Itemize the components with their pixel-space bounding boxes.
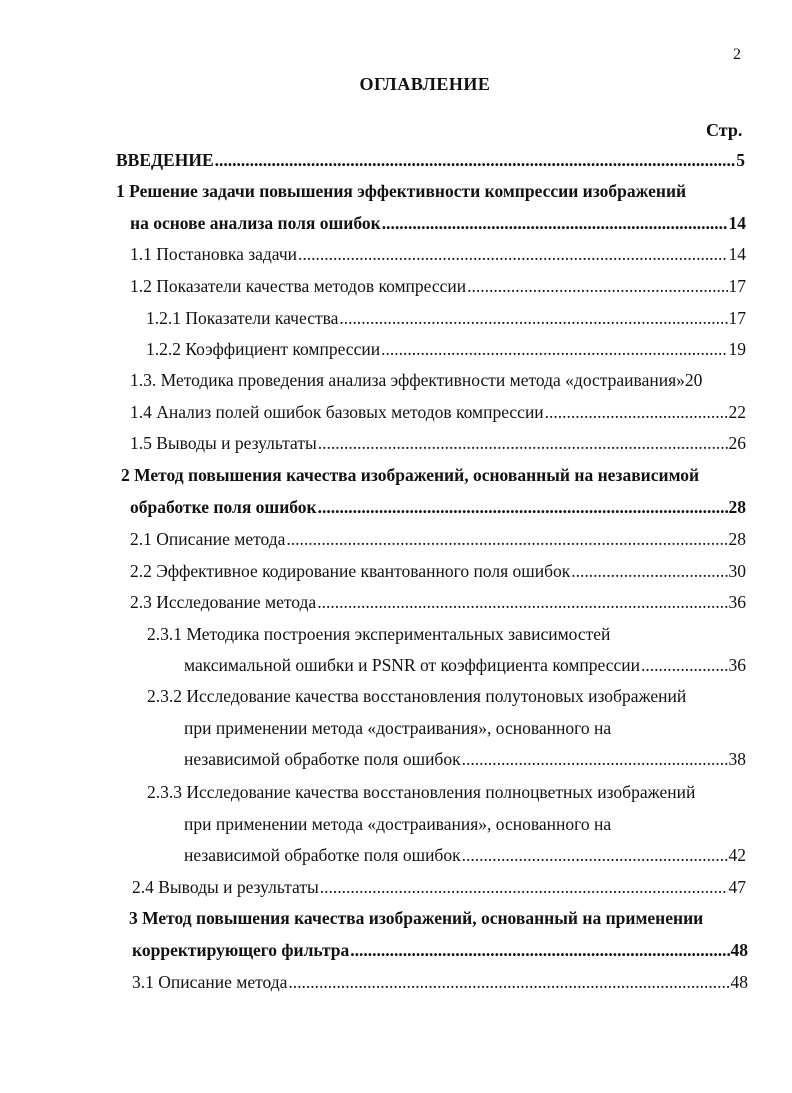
toc-section-1-1[interactable] [130,244,746,264]
toc-entry-page: 17 [728,308,746,328]
toc-entry-text: 1.2.2 Коэффициент компрессии [146,339,381,359]
toc-chapter-3[interactable] [132,940,748,960]
dot-leader [382,213,728,233]
dot-leader [462,749,728,769]
toc-entry-page: 48 [730,940,748,960]
toc-chapter-2[interactable] [130,497,746,517]
toc-entry-page: 28 [728,497,746,517]
toc-entry-page: 36 [728,592,746,612]
toc-entry-text: максимальной ошибки и PSNR от коэффициента компрессии [184,655,641,675]
toc-entry-page: 19 [728,339,746,359]
dot-leader [215,150,736,170]
toc-entry-text: на основе анализа поля ошибок [130,213,381,233]
toc-section-2-3-3-line2[interactable]: при применении метода «достраивания», основанного на [184,814,612,834]
toc-entry-text: 1.5 Выводы и результаты [130,433,317,453]
toc-section-1-5[interactable] [130,433,746,453]
toc-section-2-3-2-line2[interactable]: при применении метода «достраивания», основанного на [184,718,612,738]
toc-entry-page: 17 [728,276,746,296]
toc-chapter-2-line1[interactable]: 2 Метод повышения качества изображений, основанный на независимой [121,465,700,485]
dot-leader [462,845,728,865]
toc-section-2-4[interactable] [132,877,746,897]
toc-section-2-2[interactable] [130,561,746,581]
toc-entry-page: 36 [728,655,746,675]
page-number: 2 [733,46,741,63]
toc-chapter-1-line1[interactable]: 1 Решение задачи повышения эффективности компрессии изображений [116,181,687,201]
toc-section-2-3-2-line1[interactable]: 2.3.2 Исследование качества восстановления полутоновых изображений [147,686,687,706]
toc-entry-page: 14 [728,213,746,233]
toc-section-1-2[interactable] [130,276,746,296]
dot-leader [571,561,727,581]
toc-entry-text: 1.2.1 Показатели качества [146,308,339,328]
toc-entry-text: 2.1 Описание метода [130,529,286,549]
toc-section-3-1[interactable] [132,972,748,992]
toc-entry-page: 22 [728,402,746,422]
toc-entry-page: 38 [728,749,746,769]
toc-chapter-3-line1[interactable]: 3 Метод повышения качества изображений, основанный на применении [129,908,704,928]
toc-entry-text: обработке поля ошибок [130,497,317,517]
toc-section-1-3[interactable] [130,370,747,390]
dot-leader [467,276,727,296]
toc-entry-page: 42 [728,845,746,865]
dot-leader [339,308,727,328]
toc-entry-page: 47 [728,877,746,897]
toc-section-1-2-2[interactable] [146,339,746,359]
toc-section-1-4[interactable] [130,402,746,422]
toc-entry-text: корректирующего фильтра [132,940,350,960]
toc-entry-intro[interactable] [116,150,745,170]
dot-leader [288,972,729,992]
toc-entry-text: 2.2 Эффективное кодирование квантованного поля ошибок [130,561,571,581]
toc-section-1-2-1[interactable] [146,308,746,328]
toc-entry-text: 1.3. Методика проведения анализа эффективности метода «достраивания» [130,370,685,390]
toc-section-2-3-3[interactable] [184,845,746,865]
page-title: ОГЛАВЛЕНИЕ [359,74,491,94]
toc-entry-page: 14 [728,244,746,264]
toc-section-2-3-2[interactable] [184,749,746,769]
toc-entry-text: 2.3 Исследование метода [130,592,317,612]
toc-entry-text: 1.4 Анализ полей ошибок базовых методов компрессии [130,402,544,422]
toc-entry-page: 26 [728,433,746,453]
page-column-header: Стр. [706,120,743,140]
dot-leader [545,402,728,422]
toc-section-2-3-3-line1[interactable]: 2.3.3 Исследование качества восстановления полноцветных изображений [147,782,696,802]
dot-leader [320,877,728,897]
dot-leader [350,940,729,960]
dot-leader [318,433,728,453]
toc-entry-page: 30 [728,561,746,581]
toc-entry-text: независимой обработке поля ошибок [184,749,461,769]
dot-leader [641,655,727,675]
dot-leader [286,529,727,549]
toc-entry-text: ВВЕДЕНИЕ [116,150,214,170]
toc-entry-page: 28 [728,529,746,549]
dot-leader [317,592,727,612]
toc-section-2-3-1-line1[interactable]: 2.3.1 Методика построения экспериментальных зависимостей [147,624,611,644]
toc-entry-text: 1.1 Постановка задачи [130,244,298,264]
toc-entry-page: 5 [736,150,745,170]
toc-entry-text: 2.4 Выводы и результаты [132,877,319,897]
toc-entry-text: 3.1 Описание метода [132,972,288,992]
toc-section-2-3[interactable] [130,592,746,612]
toc-entry-page: 48 [730,972,748,992]
toc-entry-text: независимой обработке поля ошибок [184,845,461,865]
toc-section-2-3-1[interactable] [184,655,746,675]
dot-leader [318,497,728,517]
dot-leader [298,244,727,264]
toc-section-2-1[interactable] [130,529,746,549]
dot-leader [381,339,727,359]
toc-entry-text: 1.2 Показатели качества методов компрессии [130,276,467,296]
toc-entry-page: 20 [684,370,703,390]
toc-chapter-1[interactable] [130,213,746,233]
